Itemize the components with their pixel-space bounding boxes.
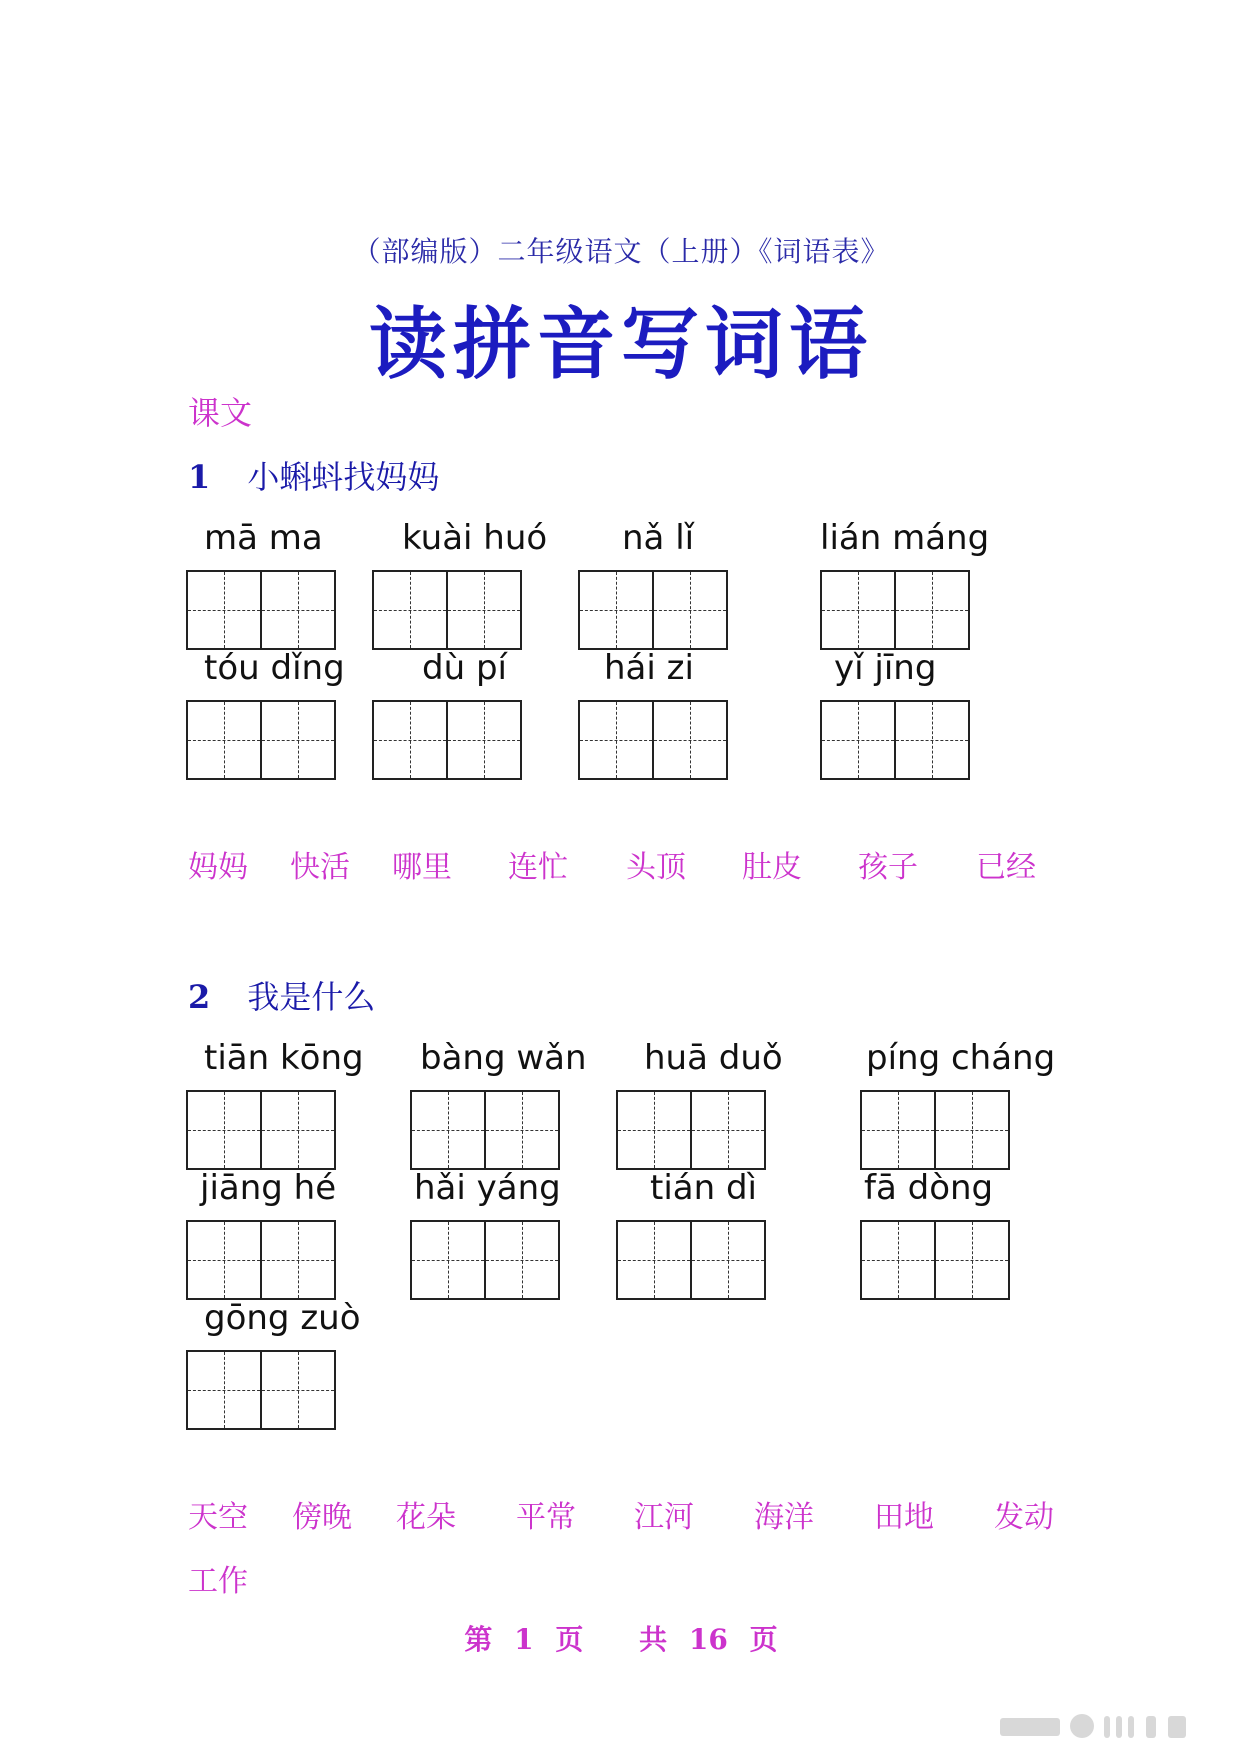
document-subtitle: （部编版）二年级语文（上册）《词语表》: [352, 235, 890, 268]
writing-grid[interactable]: [860, 1090, 1010, 1170]
grid-cell[interactable]: [862, 1092, 934, 1168]
answer-word: 已经: [976, 850, 1036, 885]
writing-grid[interactable]: [616, 1090, 766, 1170]
pinyin-label: dù pí: [422, 648, 507, 688]
grid-cell[interactable]: [374, 702, 446, 778]
pinyin-label: fā dòng: [864, 1168, 994, 1208]
grid-cell[interactable]: [260, 572, 334, 648]
writing-grid[interactable]: [186, 700, 336, 780]
lesson-number: 1: [188, 458, 211, 496]
pinyin-label: nǎ lǐ: [622, 518, 695, 558]
answer-word: 江河: [634, 1500, 694, 1535]
pinyin-label: mā ma: [204, 518, 323, 558]
answer-word: 连忙: [508, 850, 568, 885]
section-label: 课文: [188, 394, 253, 432]
grid-cell[interactable]: [188, 1222, 260, 1298]
pinyin-label: tián dì: [650, 1168, 757, 1208]
lesson-1-heading: [188, 452, 439, 498]
grid-cell[interactable]: [580, 702, 652, 778]
answer-word: 发动: [994, 1500, 1054, 1535]
writing-grid[interactable]: [186, 570, 336, 650]
total-pages: 16: [688, 1623, 728, 1656]
pinyin-label: yǐ jīng: [834, 648, 937, 688]
writing-grid[interactable]: [372, 570, 522, 650]
writing-grid[interactable]: [820, 700, 970, 780]
lesson-name: 小蝌蚪找妈妈: [247, 458, 440, 496]
writing-grid[interactable]: [860, 1220, 1010, 1300]
answer-word: 头顶: [626, 850, 686, 885]
writing-grid[interactable]: [186, 1090, 336, 1170]
answer-word: 哪里: [392, 850, 452, 885]
answer-word: 海洋: [754, 1500, 814, 1535]
grid-cell[interactable]: [690, 1222, 764, 1298]
grid-cell[interactable]: [446, 572, 520, 648]
grid-cell[interactable]: [484, 1092, 558, 1168]
grid-cell[interactable]: [652, 702, 726, 778]
pinyin-label: tiān kōng: [204, 1038, 364, 1078]
grid-cell[interactable]: [188, 702, 260, 778]
writing-grid[interactable]: [578, 570, 728, 650]
page-footer: [0, 1618, 1242, 1658]
grid-cell[interactable]: [260, 702, 334, 778]
grid-cell[interactable]: [260, 1352, 334, 1428]
grid-cell[interactable]: [260, 1092, 334, 1168]
page-unit: 页: [555, 1623, 584, 1656]
pinyin-label: kuài huó: [402, 518, 548, 558]
writing-grid[interactable]: [820, 570, 970, 650]
pinyin-label: lián máng: [820, 518, 990, 558]
writing-grid[interactable]: [186, 1220, 336, 1300]
answer-word: 傍晚: [292, 1500, 352, 1535]
grid-cell[interactable]: [618, 1222, 690, 1298]
lesson-name: 我是什么: [247, 978, 376, 1016]
answer-word: 平常: [516, 1500, 576, 1535]
lesson-2-heading: [188, 972, 375, 1018]
grid-cell[interactable]: [862, 1222, 934, 1298]
pinyin-label: jiāng hé: [200, 1168, 337, 1208]
grid-cell[interactable]: [412, 1092, 484, 1168]
grid-cell[interactable]: [446, 702, 520, 778]
answer-word: 工作: [188, 1564, 248, 1599]
writing-grid[interactable]: [410, 1090, 560, 1170]
page-title: 读拼音写词语: [368, 299, 873, 390]
answer-word: 妈妈: [188, 850, 248, 885]
answer-word: 快活: [290, 850, 350, 885]
pinyin-label: huā duǒ: [644, 1038, 783, 1078]
writing-grid[interactable]: [372, 700, 522, 780]
writing-grid[interactable]: [616, 1220, 766, 1300]
answer-word: 肚皮: [742, 850, 802, 885]
writing-grid[interactable]: [186, 1350, 336, 1430]
grid-cell[interactable]: [188, 572, 260, 648]
grid-cell[interactable]: [690, 1092, 764, 1168]
answer-word: 天空: [188, 1500, 248, 1535]
page-prefix: 第: [464, 1623, 493, 1656]
answer-word: 孩子: [858, 850, 918, 885]
pinyin-label: hái zi: [604, 648, 694, 688]
total-unit: 页: [749, 1623, 778, 1656]
pinyin-label: bàng wǎn: [420, 1038, 587, 1078]
page-number: 1: [514, 1623, 534, 1656]
grid-cell[interactable]: [618, 1092, 690, 1168]
grid-cell[interactable]: [934, 1092, 1008, 1168]
grid-cell[interactable]: [822, 702, 894, 778]
grid-cell[interactable]: [652, 572, 726, 648]
grid-cell[interactable]: [188, 1092, 260, 1168]
lesson-number: 2: [188, 978, 211, 1016]
grid-cell[interactable]: [894, 572, 968, 648]
pinyin-label: hǎi yáng: [414, 1168, 561, 1208]
watermark: [1000, 1712, 1220, 1742]
writing-grid[interactable]: [578, 700, 728, 780]
grid-cell[interactable]: [374, 572, 446, 648]
pinyin-label: tóu dǐng: [204, 648, 345, 688]
grid-cell[interactable]: [412, 1222, 484, 1298]
answer-word: 花朵: [396, 1500, 456, 1535]
grid-cell[interactable]: [260, 1222, 334, 1298]
grid-cell[interactable]: [894, 702, 968, 778]
answer-word: 田地: [874, 1500, 934, 1535]
total-prefix: 共: [639, 1623, 668, 1656]
grid-cell[interactable]: [822, 572, 894, 648]
writing-grid[interactable]: [410, 1220, 560, 1300]
pinyin-label: píng cháng: [866, 1038, 1056, 1078]
grid-cell[interactable]: [580, 572, 652, 648]
grid-cell[interactable]: [484, 1222, 558, 1298]
grid-cell[interactable]: [188, 1352, 260, 1428]
grid-cell[interactable]: [934, 1222, 1008, 1298]
pinyin-label: gōng zuò: [204, 1298, 361, 1338]
